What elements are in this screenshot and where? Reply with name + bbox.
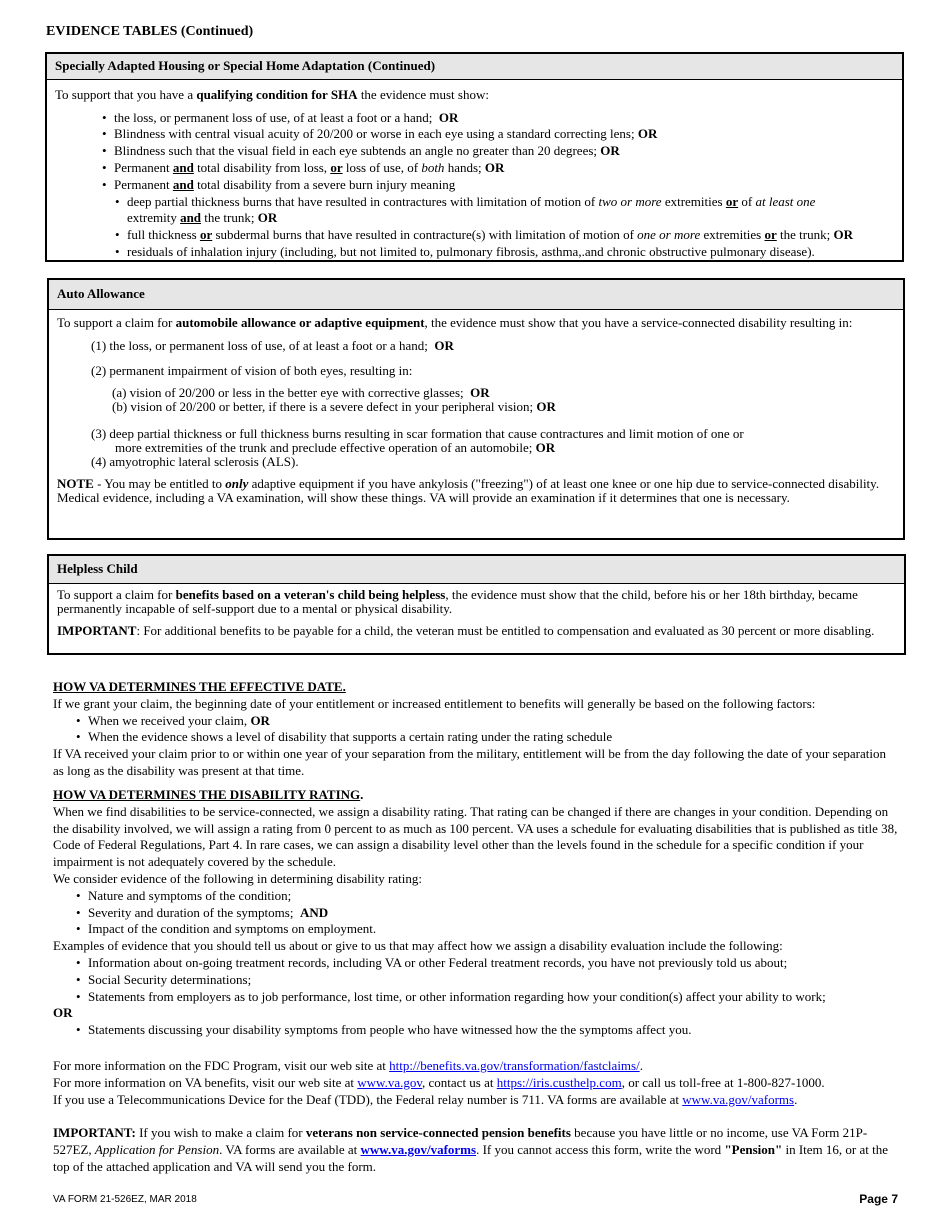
more-info-section xyxy=(53,1058,903,1108)
sha-table-title: Specially Adapted Housing or Special Home Adaptation (Continued) xyxy=(47,54,902,80)
auto-table-title: Auto Allowance xyxy=(49,280,903,310)
tdd-line: If you use a Telecommunications Device for the Deaf (TDD), the Federal relay number is 711. VA forms are available at www.va.gov/vaforms. xyxy=(53,1091,798,1107)
helpless-table-title: Helpless Child xyxy=(49,556,904,584)
sha-evidence-table xyxy=(45,52,904,262)
form-number: VA FORM 21-526EZ, MAR 2018 xyxy=(53,1194,197,1205)
auto-item-3: (3) deep partial thickness or full thickness burns resulting in scar formation that cause contractures and limit motion of one or more extremities of the trunk and preclude effective operation of an automobile; OR xyxy=(91,425,744,455)
list-item: • Statements discussing your disability symptoms from people who have witnessed how the the symptoms affect you. xyxy=(76,1022,898,1039)
disability-rating-paragraph: When we find disabilities to be service-connected, we assign a disability rating. That rating can be changed if there are changes in your condition. Depending on the disability involved, we will assign a rating from 0 percent to as much as 100 percent. VA uses a schedule for evaluating disabilities that is published as title 38, Code of Federal Regulations, Part 4. In rare cases, we can assign a disability level other than the levels found in the schedule for a specific condition if your impairment is not adequately covered by the schedule. xyxy=(53,803,898,870)
auto-item-4: (4) amyotrophic lateral sclerosis (ALS). xyxy=(91,453,299,469)
list-item: • residuals of inhalation injury (including, but not limited to, pulmonary fibrosis, asthma,.and chronic obstructive pulmonary disease). xyxy=(115,244,894,261)
consider-list xyxy=(76,888,898,938)
auto-item-2a: (a) vision of 20/200 or less in the better eye with corrective glasses; OR xyxy=(112,384,490,400)
helpless-child-table xyxy=(47,554,906,655)
effective-date-outro: If VA received your claim prior to or within one year of your separation from the military, entitlement will be from the day following the date of your separation as long as the disability was present at that time. xyxy=(53,746,886,778)
disability-rating-title: HOW VA DETERMINES THE DISABILITY RATING. xyxy=(53,787,364,802)
list-item: • deep partial thickness burns that have resulted in contractures with limitation of motion of two or more extremities or of at least one extremity and the trunk; OR xyxy=(115,194,894,228)
auto-item-1: (1) the loss, or permanent loss of use, of at least a foot or a hand; OR xyxy=(91,337,454,353)
list-item: • When the evidence shows a level of disability that supports a certain rating under the rating schedule xyxy=(76,729,898,746)
helpless-paragraph: To support a claim for benefits based on a veteran's child being helpless, the evidence must show that the child, before his or her 18th birthday, became permanently incapable of self-support due to a mental or physical disability. xyxy=(57,586,858,616)
list-item: • full thickness or subdermal burns that have resulted in contracture(s) with limitation of motion of one or more extremities or the trunk; OR xyxy=(115,227,894,244)
vaforms-link[interactable]: www.va.gov/vaforms xyxy=(682,1091,795,1107)
list-item: • Permanent and total disability from a severe burn injury meaning xyxy=(102,177,894,194)
examples-list xyxy=(76,955,898,1005)
pension-vaforms-link[interactable]: www.va.gov/vaforms xyxy=(360,1141,477,1157)
page-number: Page 7 xyxy=(859,1192,898,1206)
disability-rating-consider: We consider evidence of the following in determining disability rating: xyxy=(53,870,422,886)
pension-important xyxy=(53,1125,893,1175)
sha-burn-sublist xyxy=(115,194,894,261)
fdc-info-line: For more information on the FDC Program, visit our web site at http://benefits.va.gov/transformation/fastclaims/. xyxy=(53,1058,643,1073)
list-item: • Severity and duration of the symptoms; AND xyxy=(76,905,898,922)
list-item: • Information about on-going treatment records, including VA or other Federal treatment records, you have not previously told us about; xyxy=(76,955,898,972)
effective-date-title: HOW VA DETERMINES THE EFFECTIVE DATE. xyxy=(53,679,346,694)
examples-list-2 xyxy=(76,1022,898,1039)
effective-date-intro: If we grant your claim, the beginning date of your entitlement or increased entitlement to benefits will generally be based on the following factors: xyxy=(53,695,816,711)
list-item: • Impact of the condition and symptoms on employment. xyxy=(76,921,898,938)
list-item: • Statements from employers as to job performance, lost time, or other information regarding how your condition(s) affect your ability to work; xyxy=(76,989,898,1006)
list-item: • Blindness such that the visual field in each eye subtends an angle no greater than 20 degrees; OR xyxy=(102,143,894,160)
auto-allowance-table xyxy=(47,278,905,540)
list-item: • Blindness with central visual acuity of 20/200 or worse in each eye using a standard correcting lens; OR xyxy=(102,126,894,143)
auto-note: NOTE - You may be entitled to only adaptive equipment if you have ankylosis ("freezing") of at least one knee or one hip due to service-connected disability. Medical evidence, including a VA examination, will show these things. VA will provide an examination if it determines that one is necessary. xyxy=(57,475,880,505)
va-benefits-line: For more information on VA benefits, visit our web site at www.va.gov, contact us at https://iris.custhelp.com, or call us toll-free at 1-800-827-1000. xyxy=(53,1074,825,1090)
examples-or: OR xyxy=(53,1005,73,1021)
disability-rating-section xyxy=(53,787,898,1039)
effective-date-list xyxy=(76,713,898,747)
list-item: • the loss, or permanent loss of use, of at least a foot or a hand; OR xyxy=(102,110,894,127)
list-item: • Permanent and total disability from loss, or loss of use, of both hands; OR xyxy=(102,160,894,177)
va-gov-link[interactable]: www.va.gov xyxy=(357,1074,423,1090)
auto-intro: To support a claim for automobile allowance or adaptive equipment, the evidence must show that you have a service-connected disability resulting in: xyxy=(57,314,853,330)
page-heading: EVIDENCE TABLES (Continued) xyxy=(46,24,254,39)
disability-rating-examples: Examples of evidence that you should tell us about or give to us that may affect how we assign a disability evaluation include the following: xyxy=(53,938,783,954)
auto-item-2: (2) permanent impairment of vision of both eyes, resulting in: xyxy=(91,362,413,378)
pension-important-text: IMPORTANT: If you wish to make a claim for veterans non service-connected pension benefits because you have little or no income, use VA Form 21P-527EZ, Application for Pension. VA forms are available at www.va.gov/vaforms. If you cannot access this form, write the word "Pension" in Item 16, or at the top of the attached application and VA will send you the form. xyxy=(53,1125,888,1174)
iris-link[interactable]: https://iris.custhelp.com xyxy=(496,1074,622,1090)
list-item: • Nature and symptoms of the condition; xyxy=(76,888,898,905)
sha-criteria-list xyxy=(102,110,894,194)
effective-date-section xyxy=(53,679,898,780)
auto-item-2b: (b) vision of 20/200 or better, if there is a severe defect in your peripheral vision; OR xyxy=(112,398,556,414)
helpless-important: IMPORTANT: For additional benefits to be payable for a child, the veteran must be entitled to compensation and evaluated as 30 percent or more disabling. xyxy=(57,622,875,638)
list-item: • When we received your claim, OR xyxy=(76,713,898,730)
list-item: • Social Security determinations; xyxy=(76,972,898,989)
fdc-link[interactable]: http://benefits.va.gov/transformation/fastclaims/ xyxy=(389,1058,640,1073)
sha-intro: To support that you have a qualifying condition for SHA the evidence must show: xyxy=(55,86,489,102)
